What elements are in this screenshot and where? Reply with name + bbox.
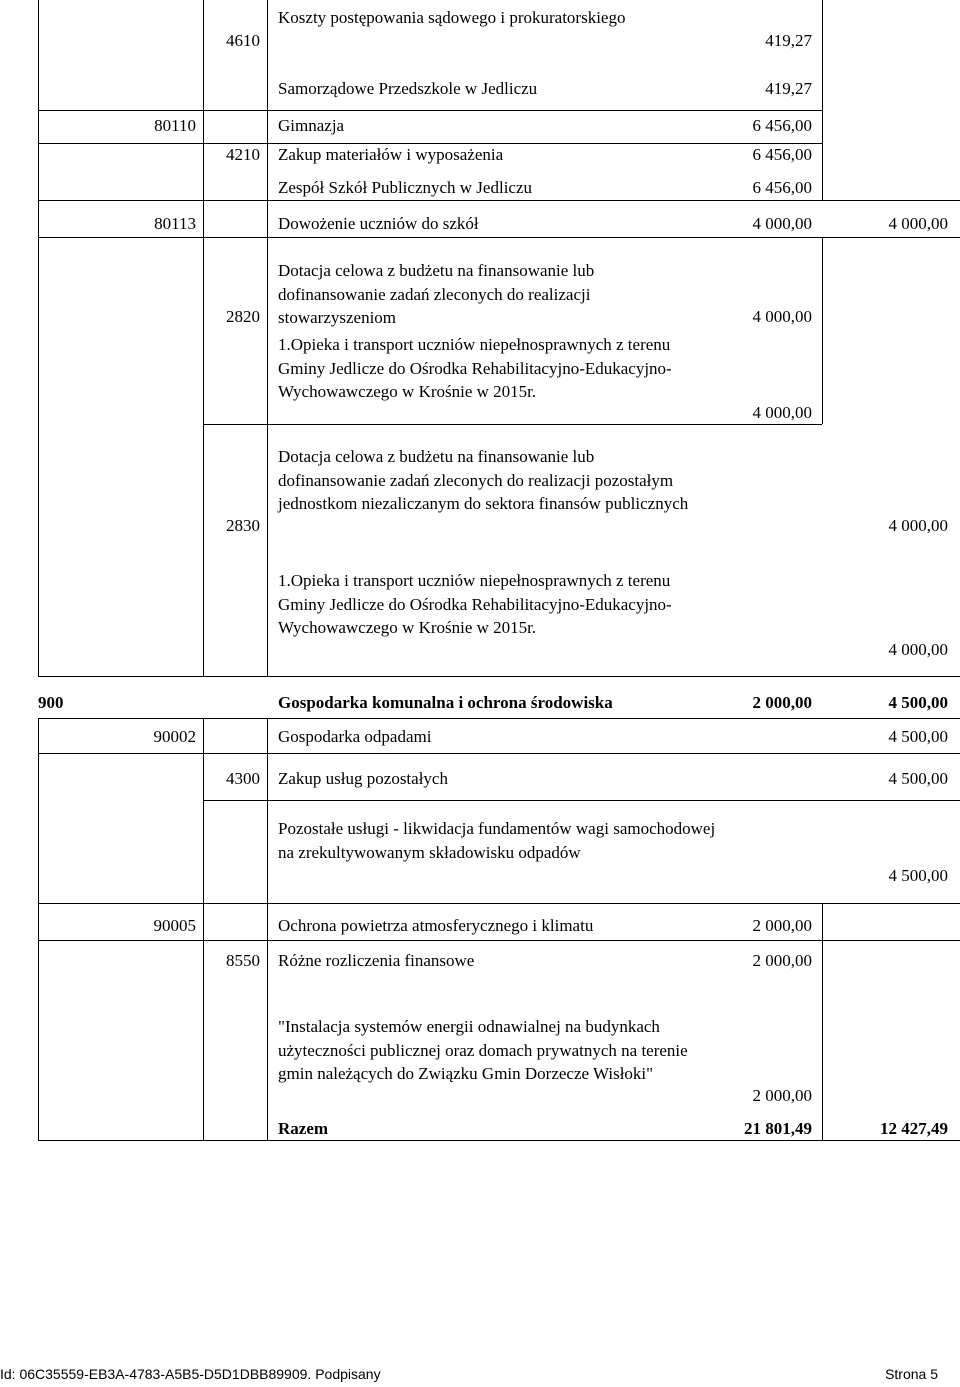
amount-expenses: 2 000,00 [752,951,812,970]
amount-total: 4 000,00 [888,214,948,233]
grid-line [267,0,268,676]
grid-line [38,940,960,941]
paragraph-code: 4610 [226,31,260,50]
row-description: Ochrona powietrza atmosferycznego i klimatu [278,916,594,935]
amount-expenses: 419,27 [765,79,812,98]
task-description: 1.Opieka i transport uczniów niepełnosprawnych z terenu Gminy Jedlicze do Ośrodka Rehabilitacyjno-Edukacyjno-Wychowawczego w Krośnie w 2015r. [278,335,672,401]
grid-line [203,800,960,801]
unit-name: Samorządowe Przedszkole w Jedliczu [278,79,538,98]
grid-line [38,753,960,754]
amount-expenses: 419,27 [765,31,812,50]
row-description: Dotacja celowa z budżetu na finansowanie lub dofinansowanie zadań zleconych do realizacji pozostałym jednostkom niezaliczanym do sektora finansów publicznych [278,447,689,513]
amount-expenses: 4 000,00 [752,307,812,326]
grid-line [38,237,960,238]
amount-total: 4 000,00 [888,640,948,659]
task-description: "Instalacja systemów energii odnawialnej na budynkach użyteczności publicznej oraz domach prywatnych na terenie gmin należących do Związku Gmin Dorzecze Wisłoki" [278,1017,688,1083]
grid-line [38,110,822,111]
chapter-code: 80113 [154,214,196,233]
row-description: Zakup materiałów i wyposażenia [278,145,504,164]
grid-line [203,0,204,676]
row-description: Różne rozliczenia finansowe [278,951,475,970]
amount-total: 4 500,00 [888,769,948,788]
grid-line [38,1140,960,1141]
section-title: Gospodarka komunalna i ochrona środowiska [278,693,613,712]
amount-expenses: 4 000,00 [752,403,812,422]
amount-expenses: 6 456,00 [752,116,812,135]
total-label: Razem [278,1119,329,1138]
paragraph-code: 4210 [226,145,260,164]
unit-name: Zespół Szkół Publicznych w Jedliczu [278,178,533,197]
grid-line [38,718,960,719]
total-expenses: 21 801,49 [744,1119,812,1138]
grid-line [38,0,39,676]
grid-line [203,424,822,425]
row-description: Dotacja celowa z budżetu na finansowanie lub dofinansowanie zadań zleconych do realizacji stowarzyszeniom [278,261,595,327]
row-description: Zakup usług pozostałych [278,769,448,788]
amount-total: 4 500,00 [888,727,948,746]
task-description: Pozostałe usługi - likwidacja fundamentów wagi samochodowej na zrekultywowanym składowisku odpadów [278,819,716,862]
grid-line [822,237,823,424]
grid-line [822,903,823,1140]
amount-expenses: 4 000,00 [752,214,812,233]
chapter-code: 90005 [153,916,196,935]
amount-expenses: 6 456,00 [752,145,812,164]
grid-line [38,903,960,904]
paragraph-code: 2820 [226,307,260,326]
chapter-code: 80110 [154,116,196,135]
total-amount: 12 427,49 [880,1119,948,1138]
paragraph-code: 4300 [226,769,260,788]
amount-expenses: 2 000,00 [752,916,812,935]
chapter-code: 90002 [153,727,196,746]
row-description: Koszty postępowania sądowego i prokuratorskiego [278,8,626,27]
amount-expenses: 6 456,00 [752,178,812,197]
row-description: Gimnazja [278,116,345,135]
grid-line [38,200,960,201]
row-description: Dowożenie uczniów do szkół [278,214,479,233]
grid-line [822,0,823,200]
row-description: Gospodarka odpadami [278,727,432,746]
amount-total: 4 500,00 [888,866,948,885]
section-code: 900 [38,693,64,712]
grid-line [38,718,39,1140]
page-number: Strona 5 [885,1366,938,1382]
amount-total: 4 000,00 [888,516,948,535]
grid-line [38,676,960,677]
paragraph-code: 8550 [226,951,260,970]
paragraph-code: 2830 [226,516,260,535]
amount-expenses: 2 000,00 [752,693,812,712]
task-description: 1.Opieka i transport uczniów niepełnosprawnych z terenu Gminy Jedlicze do Ośrodka Rehabilitacyjno-Edukacyjno-Wychowawczego w Krośnie w 2015r. [278,571,672,637]
grid-line [267,718,268,1140]
amount-total: 4 500,00 [888,693,948,712]
document-id: Id: 06C35559-EB3A-4783-A5B5-D5D1DBB89909. Podpisany [0,1366,381,1382]
amount-expenses: 2 000,00 [752,1086,812,1105]
